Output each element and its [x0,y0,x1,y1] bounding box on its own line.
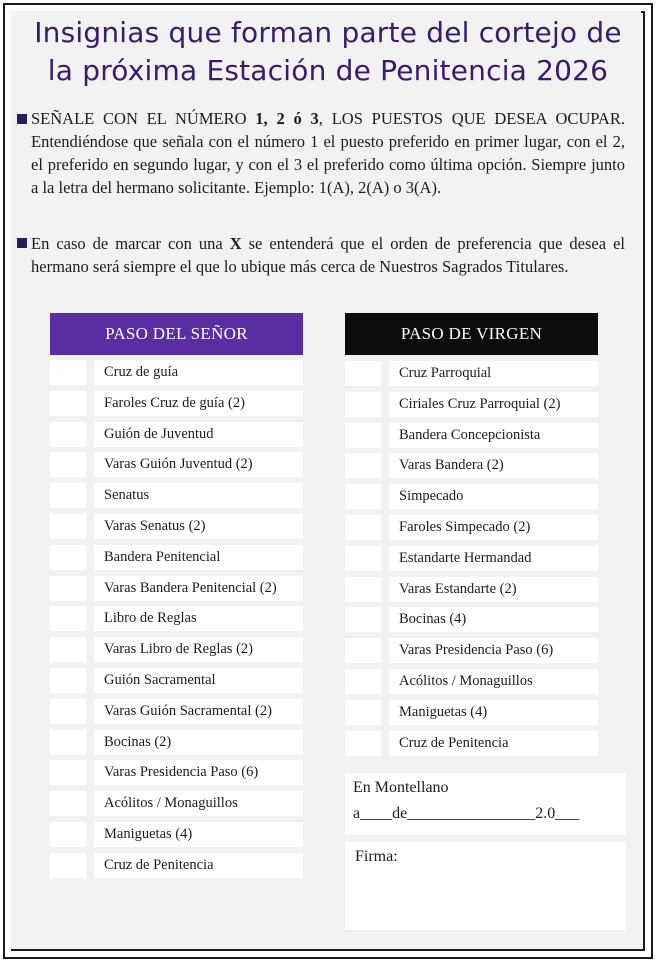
senor-item-checkbox[interactable] [50,360,86,385]
virgen-item-label: Estandarte Hermandad [389,546,598,571]
bullet-square-icon [17,114,27,124]
senor-item-label: Varas Guión Juventud (2) [94,452,303,477]
virgen-item-label: Simpecado [389,484,598,509]
virgen-item-label: Cruz de Penitencia [389,731,598,756]
senor-item-label: Varas Senatus (2) [94,514,303,539]
senor-item-label: Maniguetas (4) [94,822,303,847]
paso-virgen-header: PASO DE VIRGEN [345,313,598,355]
virgen-item-label: Bandera Concepcionista [389,423,598,448]
virgen-item-checkbox[interactable] [345,423,381,448]
title-line-2: la próxima Estación de Penitencia 2026 [47,54,609,87]
senor-item-checkbox[interactable] [50,452,86,477]
virgen-item-checkbox[interactable] [345,546,381,571]
senor-item-checkbox[interactable] [50,514,86,539]
instruction-2-x-mark: X [229,234,242,253]
instruction-1-text-b: , LOS PUESTOS QUE DESEA OCUPAR. Entendiéndose que señala con el número 1 el puesto preferido en primer lugar, con el 2, el preferido en segundo lugar, y con el 3 el preferido como última opción. Siempre junto a la letra del hermano solicitante. Ejemplo: 1(A), 2(A) o 3(A). [31,109,625,197]
senor-item-label: Libro de Reglas [94,606,303,631]
virgen-item-checkbox[interactable] [345,515,381,540]
senor-item-checkbox[interactable] [50,730,86,755]
senor-item-checkbox[interactable] [50,822,86,847]
senor-item-label: Cruz de guía [94,360,303,385]
senor-item-label: Faroles Cruz de guía (2) [94,391,303,416]
senor-item-checkbox[interactable] [50,853,86,878]
virgen-item-label: Ciriales Cruz Parroquial (2) [389,392,598,417]
virgen-item-checkbox[interactable] [345,453,381,478]
virgen-item-checkbox[interactable] [345,700,381,725]
bullet-square-icon [17,238,27,248]
instruction-2-text-a: En caso de marcar con una [31,234,230,253]
paso-senor-header: PASO DEL SEÑOR [50,313,303,355]
senor-item-checkbox[interactable] [50,637,86,662]
date-field[interactable]: a____de________________2.0___ [353,805,580,822]
virgen-item-checkbox[interactable] [345,607,381,632]
senor-item-checkbox[interactable] [50,760,86,785]
virgen-item-checkbox[interactable] [345,669,381,694]
virgen-item-checkbox[interactable] [345,731,381,756]
senor-item-label: Senatus [94,483,303,508]
instruction-paragraph-2 [31,232,625,278]
senor-item-checkbox[interactable] [50,391,86,416]
virgen-item-checkbox[interactable] [345,361,381,386]
place-date-box [345,773,626,835]
virgen-item-label: Acólitos / Monaguillos [389,669,598,694]
instruction-1-text-a: SEÑALE CON EL NÚMERO [31,109,256,128]
senor-item-label: Varas Bandera Penitencial (2) [94,576,303,601]
senor-item-label: Guión de Juventud [94,422,303,447]
senor-item-label: Varas Libro de Reglas (2) [94,637,303,662]
title-line-1: Insignias que forman parte del cortejo de [34,16,622,49]
senor-item-label: Varas Presidencia Paso (6) [94,760,303,785]
virgen-item-label: Faroles Simpecado (2) [389,515,598,540]
senor-item-checkbox[interactable] [50,576,86,601]
signature-box[interactable] [345,842,626,930]
virgen-item-checkbox[interactable] [345,577,381,602]
senor-item-label: Bandera Penitencial [94,545,303,570]
senor-item-checkbox[interactable] [50,606,86,631]
signature-label: Firma: [355,848,398,865]
senor-item-checkbox[interactable] [50,791,86,816]
place-line-1: En Montellano [353,779,449,796]
page-title [0,14,656,90]
instruction-paragraph-1 [31,107,625,199]
senor-item-label: Bocinas (2) [94,730,303,755]
virgen-item-label: Varas Presidencia Paso (6) [389,638,598,663]
senor-item-checkbox[interactable] [50,668,86,693]
virgen-item-checkbox[interactable] [345,392,381,417]
senor-item-label: Guión Sacramental [94,668,303,693]
virgen-item-label: Cruz Parroquial [389,361,598,386]
senor-item-checkbox[interactable] [50,483,86,508]
virgen-item-label: Bocinas (4) [389,607,598,632]
senor-item-label: Cruz de Penitencia [94,853,303,878]
virgen-item-label: Varas Estandarte (2) [389,577,598,602]
virgen-item-label: Maniguetas (4) [389,700,598,725]
senor-item-checkbox[interactable] [50,422,86,447]
virgen-item-label: Varas Bandera (2) [389,453,598,478]
senor-item-checkbox[interactable] [50,699,86,724]
senor-item-label: Varas Guión Sacramental (2) [94,699,303,724]
virgen-item-checkbox[interactable] [345,484,381,509]
virgen-item-checkbox[interactable] [345,638,381,663]
senor-item-label: Acólitos / Monaguillos [94,791,303,816]
instruction-1-numbers: 1, 2 ó 3 [255,109,319,128]
instruction-2-text-b: se entenderá que el orden de preferencia que desea el hermano será siempre el que lo ubique más cerca de Nuestros Sagrados Titulares. [31,234,625,276]
senor-item-checkbox[interactable] [50,545,86,570]
